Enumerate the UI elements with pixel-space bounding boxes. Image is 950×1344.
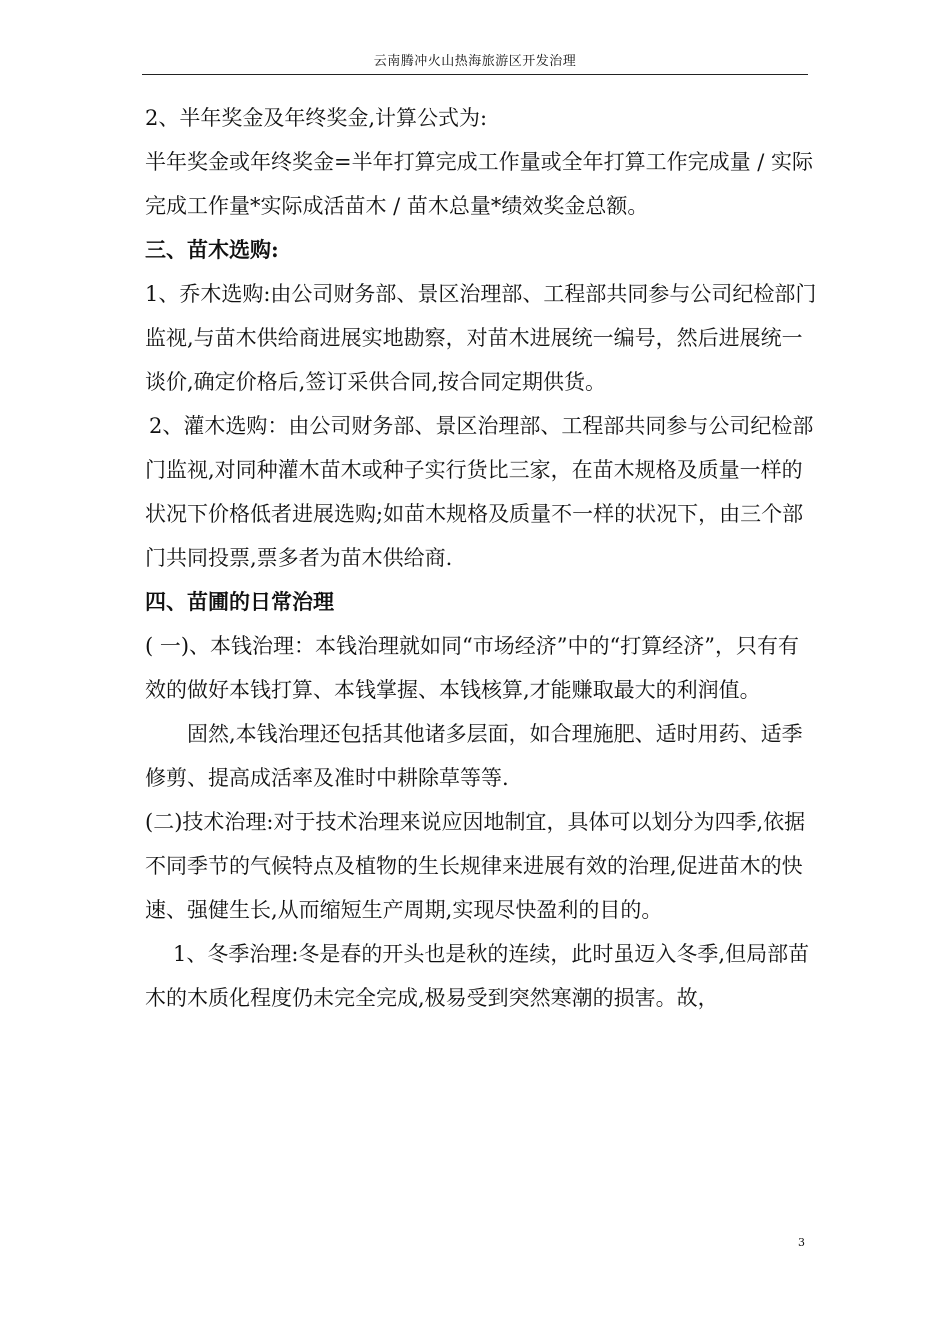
page-header: 云南腾冲火山热海旅游区开发治理 [142, 54, 808, 75]
page-number: 3 [798, 1236, 805, 1249]
paragraph-winter-management: 1、冬季治理:冬是春的开头也是秋的连续，此时虽迈入冬季,但局部苗木的木质化程度仍未完全完成,极易受到突然寒潮的损害。故， [145, 942, 810, 1010]
paragraph-shrub-purchase: 2、灌木选购：由公司财务部、景区治理部、工程部共同参与公司纪检部门监视,对同种灌木苗木或种子实行货比三家，在苗木规格及质量一样的状况下价格低者进展选购;如苗木规格及质量不一样的状况下，由三个部门共同投票,票多者为苗木供给商. [145, 414, 814, 570]
paragraph-cost-management-detail: 固然,本钱治理还包括其他诸多层面，如合理施肥、适时用药、适季修剪、提高成活率及准时中耕除草等等. [145, 722, 803, 790]
paragraph-bonus-formula: 半年奖金或年终奖金=半年打算完成工作量或全年打算工作完成量 / 实际完成工作量*实际成活苗木 / 苗木总量*绩效奖金总额。 [145, 150, 814, 218]
document-body [145, 96, 817, 1020]
paragraph-technical-management: (二)技术治理:对于技术治理来说应因地制宜，具体可以划分为四季,依据不同季节的气候特点及植物的生长规律来进展有效的治理,促进苗木的快速、强健生长,从而缩短生产周期,实现尽快盈利的目的。 [145, 810, 806, 922]
paragraph-tree-purchase: 1、乔木选购:由公司财务部、景区治理部、工程部共同参与公司纪检部门监视,与苗木供给商进展实地勘察，对苗木进展统一编号，然后进展统一谈价,确定价格后,签订采供合同,按合同定期供货。 [145, 282, 817, 394]
paragraph-bonus-formula-intro: 2、半年奖金及年终奖金,计算公式为: [145, 106, 488, 130]
section-heading-nursery-management: 四、苗圃的日常治理 [145, 589, 334, 614]
paragraph-cost-management: ( 一)、本钱治理：本钱治理就如同“市场经济”中的“打算经济”，只有有效的做好本钱打算、本钱掌握、本钱核算,才能赚取最大的利润值。 [145, 634, 800, 702]
section-heading-seedling-purchase: 三、苗木选购: [145, 237, 279, 262]
